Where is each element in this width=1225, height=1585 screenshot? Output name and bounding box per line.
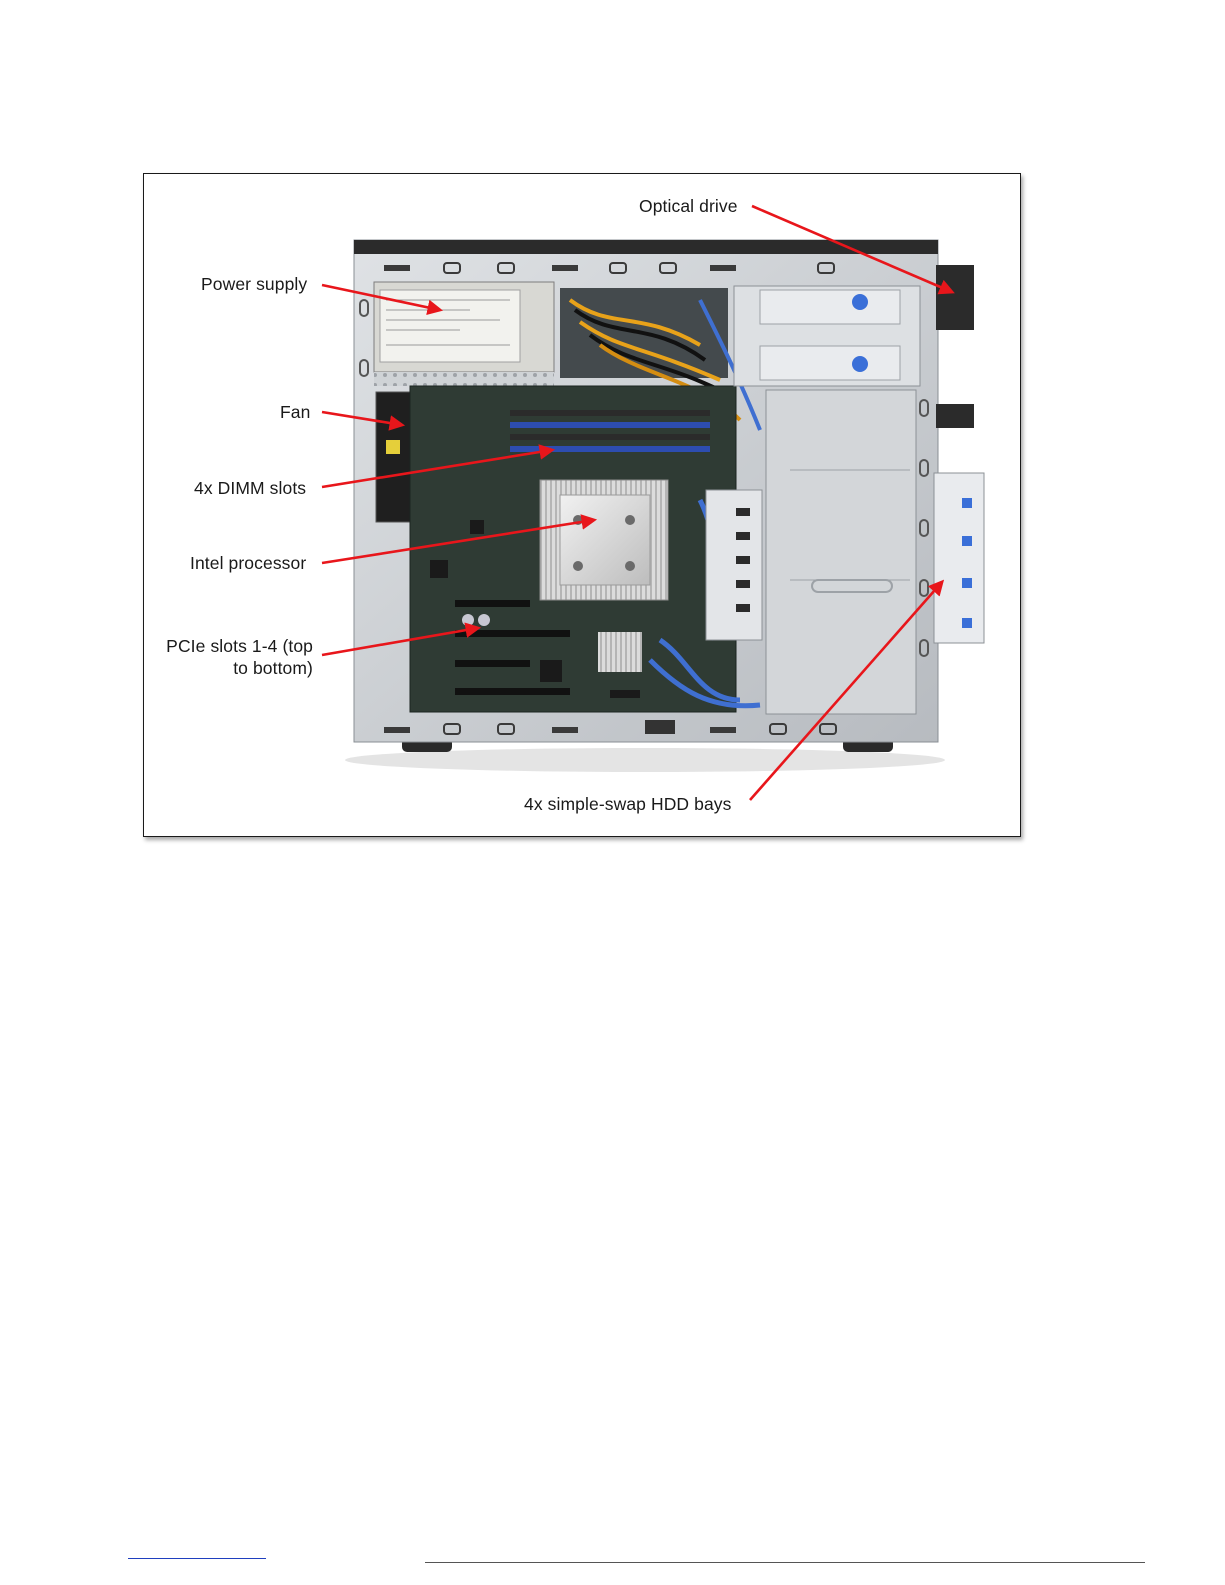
footer-rule — [425, 1562, 1145, 1563]
callout-hdd-bays: 4x simple-swap HDD bays — [524, 794, 732, 814]
callout-fan: Fan — [280, 402, 311, 422]
callout-dimm-slots: 4x DIMM slots — [194, 478, 307, 498]
callout-power-supply: Power supply — [201, 274, 308, 294]
callout-optical-drive: Optical drive — [639, 196, 738, 216]
callout-processor: Intel processor — [190, 553, 307, 573]
footer-link-underline[interactable] — [128, 1558, 266, 1559]
callout-pcie-slots-line1: PCIe slots 1-4 (top — [166, 636, 313, 656]
callout-pcie-slots-line2: to bottom) — [233, 658, 313, 678]
